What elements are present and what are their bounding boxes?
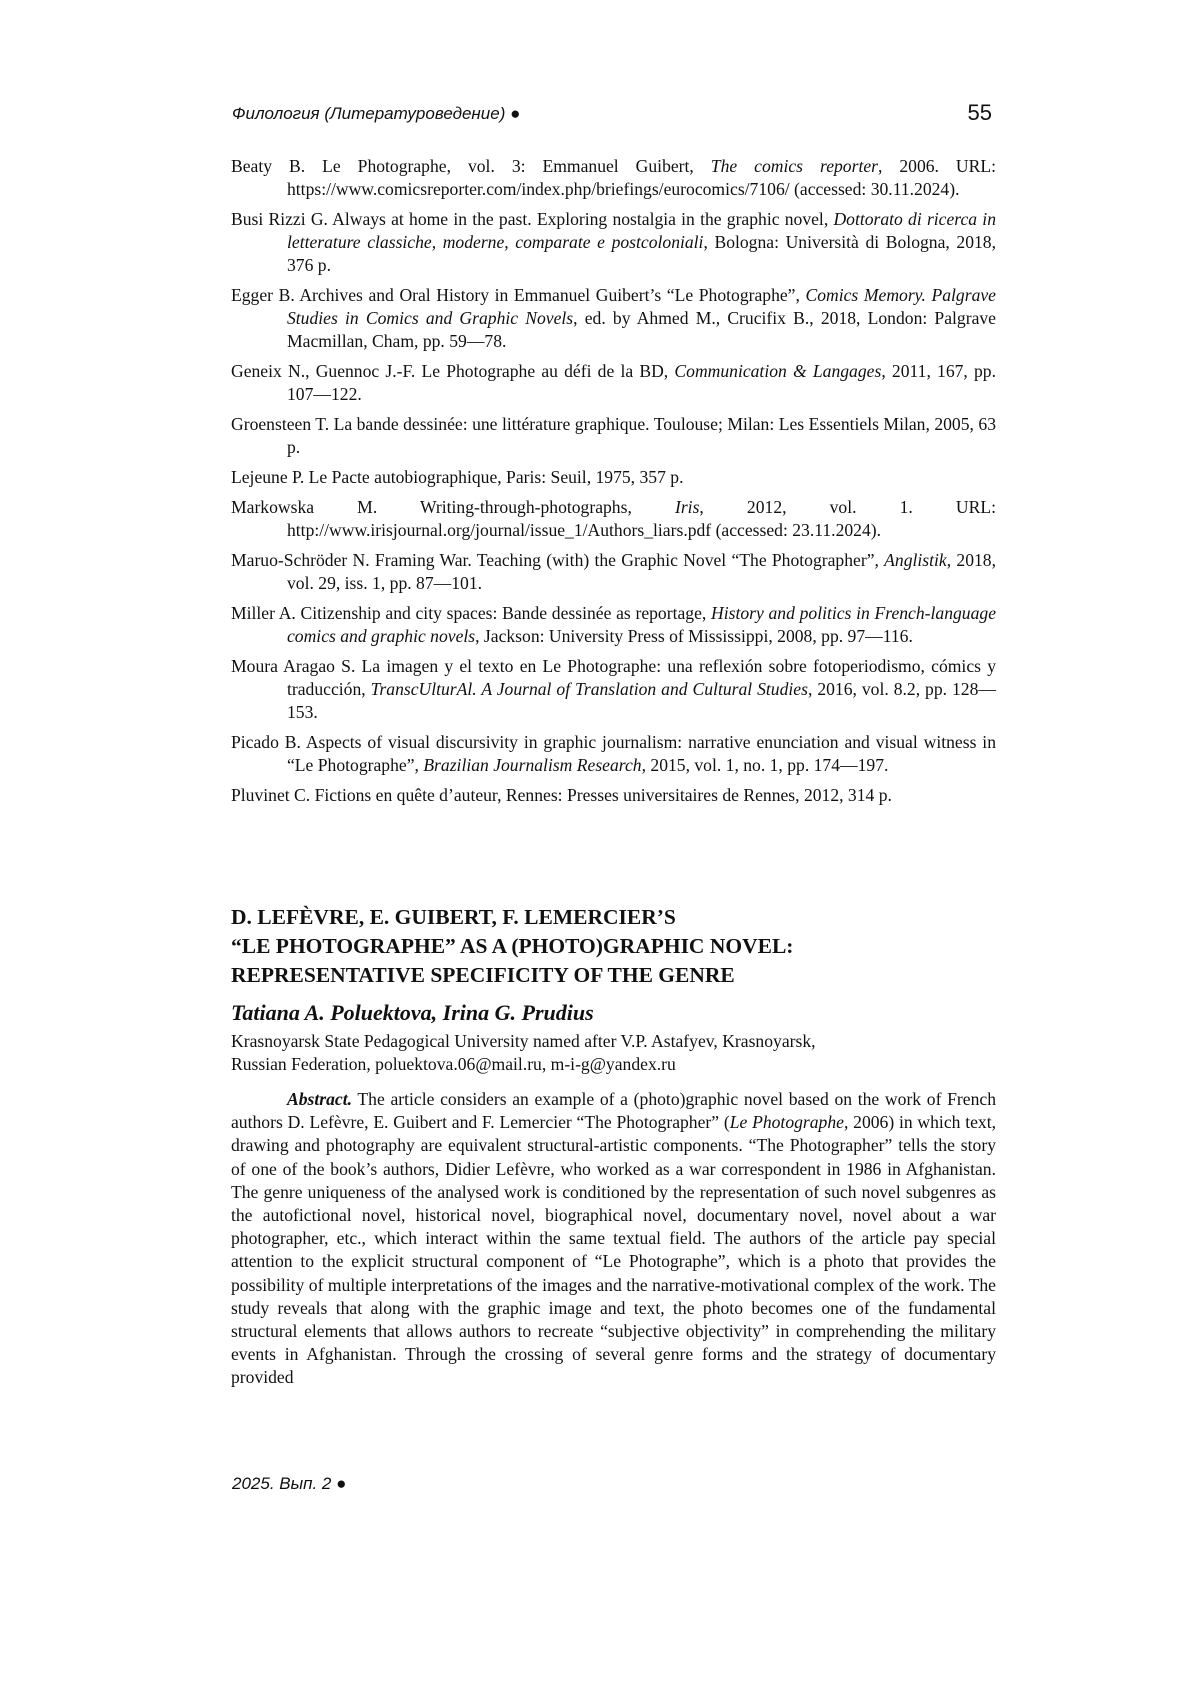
reference-list (231, 155, 996, 814)
italic-text: Communication & Langages (674, 361, 881, 381)
italic-text: Le Photographe (730, 1112, 844, 1132)
text-run: , 2018, vol. 29, iss. 1, pp. 87—101. (287, 550, 996, 593)
page-number: 55 (968, 100, 992, 126)
reference-entry (231, 284, 996, 353)
text-run: Geneix N., Guennoc J.-F. Le Photographe au défi de la BD, (231, 361, 674, 381)
reference-entry (231, 784, 996, 807)
text-run: Picado B. Aspects of visual discursivity in graphic journalism: narrative enunciation and visual witness in “Le Photographe”, (231, 732, 996, 775)
reference-entry (231, 655, 996, 724)
reference-entry (231, 496, 996, 542)
reference-entry (231, 155, 996, 201)
affiliation-line: Krasnoyarsk State Pedagogical University named after V.P. Astafyev, Krasnoyarsk, (231, 1031, 816, 1051)
text-run: , 2006. URL: https://www.comicsreporter.com/index.php/briefings/eurocomics/7106/ (accessed: 30.11.2024). (287, 156, 996, 199)
title-line: D. LEFÈVRE, E. GUIBERT, F. LEMERCIER’S (231, 905, 676, 929)
text-run: Moura Aragao S. La imagen y el texto en Le Photographe: una reflexión sobre fotoperiodismo, cómics y traducción, (231, 656, 996, 699)
italic-text: Comics Memory. Palgrave Studies in Comics and Graphic Novels (287, 285, 996, 328)
article-title (231, 903, 996, 990)
text-run: , 2011, 167, pp. 107—122. (287, 361, 996, 404)
abstract-label: Abstract. (287, 1089, 352, 1109)
text-run: , 2006) in which text, drawing and photography are equivalent structural-artistic components. “The Photographer” tells the story of one of the book’s authors, Didier Lefèvre, who worked as a war correspondent in 1986 in Afghanistan. The genre uniqueness of the analysed work is conditioned by the representation of such novel subgenres as the autofictional novel, historical novel, biographical novel, documentary novel, novel about a war photographer, etc., which interact within the same textual field. The authors of the article pay special attention to the explicit structural component of “Le Photographe”, which is a photo that provides the possibility of multiple interpretations of the images and the narrative-motivational complex of the work. The study reveals that along with the graphic image and text, the photo becomes one of the fundamental structural elements that allows authors to recreate “subjective objectivity” in comprehending the military events in Afghanistan. Through the crossing of several genre forms and the strategy of documentary provided (231, 1112, 996, 1387)
italic-text: History and politics in French-language comics and graphic novels (287, 603, 996, 646)
text-run: , 2012, vol. 1. URL: http://www.irisjournal.org/journal/issue_1/Authors_liars.pdf (accessed: 23.11.2024). (287, 497, 996, 540)
reference-entry (231, 360, 996, 406)
reference-entry (231, 413, 996, 459)
title-line: REPRESENTATIVE SPECIFICITY OF THE GENRE (231, 963, 735, 987)
text-run: Beaty B. Le Photographe, vol. 3: Emmanuel Guibert, (231, 156, 711, 176)
running-header (232, 102, 992, 134)
italic-text: The comics reporter (711, 156, 878, 176)
text-run: , ed. by Ahmed M., Crucifix B., 2018, London: Palgrave Macmillan, Cham, pp. 59—78. (287, 308, 996, 351)
text-run: Egger B. Archives and Oral History in Emmanuel Guibert’s “Le Photographe”, (231, 285, 805, 305)
affiliation-line: Russian Federation, poluektova.06@mail.ru, m-i-g@yandex.ru (231, 1054, 676, 1074)
running-footer: 2025. Вып. 2 ● (232, 1474, 346, 1494)
text-run: Pluvinet C. Fictions en quête d’auteur, Rennes: Presses universitaires de Rennes, 2012, 314 p. (231, 785, 892, 805)
article-abstract (231, 1088, 996, 1390)
journal-title: Филология (Литературоведение) ● (232, 104, 520, 124)
text-run: Lejeune P. Le Pacte autobiographique, Paris: Seuil, 1975, 357 p. (231, 467, 683, 487)
author-affiliation (231, 1030, 996, 1076)
italic-text: Dottorato di ricerca in letterature classiche, moderne, comparate e postcoloniali (287, 209, 996, 252)
journal-page (0, 0, 1200, 1697)
italic-text: Brazilian Journalism Research (423, 755, 641, 775)
reference-entry (231, 466, 996, 489)
text-run: , 2016, vol. 8.2, pp. 128—153. (287, 679, 996, 722)
text-run: , Bologna: Università di Bologna, 2018, 376 p. (287, 232, 996, 275)
text-run: Busi Rizzi G. Always at home in the past. Exploring nostalgia in the graphic novel, (231, 209, 833, 229)
text-run: Miller A. Citizenship and city spaces: Bande dessinée as reportage, (231, 603, 711, 623)
reference-entry (231, 731, 996, 777)
reference-entry (231, 208, 996, 277)
italic-text: Iris (675, 497, 699, 517)
text-run: , Jackson: University Press of Mississippi, 2008, pp. 97—116. (475, 626, 913, 646)
text-run: Markowska M. Writing-through-photographs, (231, 497, 675, 517)
text-run: The article considers an example of a (photo)graphic novel based on the work of French authors D. Lefèvre, E. Guibert and F. Lemercier “The Photographer” ( (231, 1089, 996, 1132)
text-run: , 2015, vol. 1, no. 1, pp. 174—197. (642, 755, 889, 775)
text-run: Maruo-Schröder N. Framing War. Teaching (with) the Graphic Novel “The Photographer”, (231, 550, 884, 570)
text-run: Groensteen T. La bande dessinée: une littérature graphique. Toulouse; Milan: Les Essentiels Milan, 2005, 63 p. (231, 414, 996, 457)
reference-entry (231, 602, 996, 648)
italic-text: Anglistik (884, 550, 947, 570)
reference-entry (231, 549, 996, 595)
title-line: “LE PHOTOGRAPHE” AS A (PHOTO)GRAPHIC NOVEL: (231, 934, 793, 958)
article-authors: Tatiana A. Poluektova, Irina G. Prudius (231, 1000, 996, 1026)
italic-text: TranscUlturAl. A Journal of Translation and Cultural Studies (371, 679, 808, 699)
